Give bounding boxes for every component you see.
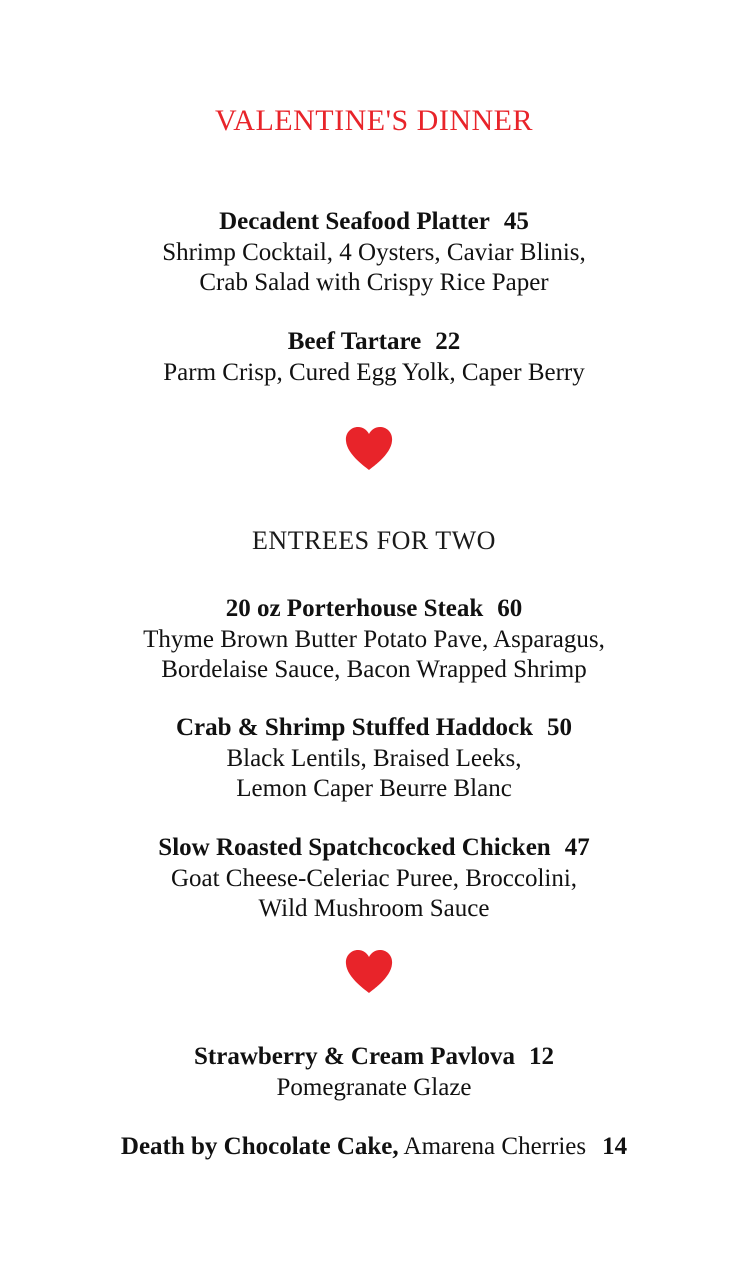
item-description-line: Crab Salad with Crispy Rice Paper	[199, 269, 549, 296]
item-description-line: Black Lentils, Braised Leeks,	[226, 744, 522, 772]
item-description	[0, 864, 748, 925]
heart-icon	[344, 427, 394, 471]
item-price: 60	[497, 595, 523, 622]
item-description-line: Wild Mushroom Sauce	[258, 895, 490, 922]
item-name: 20 oz Porterhouse Steak	[225, 595, 484, 622]
item-description-line: Pomegranate Glaze	[276, 1073, 472, 1101]
menu-item-chicken	[0, 833, 748, 925]
item-description	[0, 1073, 748, 1104]
item-name: Beef Tartare	[287, 328, 422, 355]
menu-title: VALENTINE'S DINNER	[215, 104, 533, 137]
item-description-line: Parm Crisp, Cured Egg Yolk, Caper Berry	[163, 358, 585, 386]
menu-item-seafood-platter	[0, 207, 748, 299]
menu-item-porterhouse	[0, 594, 748, 686]
item-description-line: Thyme Brown Butter Potato Pave, Asparagus,	[143, 625, 605, 653]
item-description	[0, 358, 748, 389]
menu-item-beef-tartare	[0, 327, 748, 388]
menu-item-haddock	[0, 713, 748, 805]
item-price: 47	[564, 834, 590, 861]
item-price: 50	[547, 714, 572, 741]
item-description-line: Goat Cheese-Celeriac Puree, Broccolini,	[170, 864, 578, 892]
item-description	[0, 238, 748, 299]
menu-item-pavlova	[0, 1042, 748, 1103]
entrees-heading: ENTREES FOR TWO	[252, 526, 496, 555]
item-name: Death by Chocolate Cake,	[120, 1133, 399, 1160]
item-price: 14	[602, 1133, 628, 1160]
item-price: 22	[435, 328, 461, 355]
menu-item-chocolate-cake	[0, 1132, 748, 1162]
item-name: Decadent Seafood Platter	[219, 208, 490, 235]
item-description-line: Bordelaise Sauce, Bacon Wrapped Shrimp	[161, 656, 587, 683]
heart-icon	[344, 950, 394, 994]
item-price: 12	[528, 1043, 554, 1070]
item-name: Strawberry & Cream Pavlova	[194, 1043, 515, 1070]
item-description	[0, 625, 748, 686]
item-price: 45	[503, 208, 529, 235]
item-name: Crab & Shrimp Stuffed Haddock	[176, 714, 533, 741]
item-name: Slow Roasted Spatchcocked Chicken	[158, 834, 551, 861]
item-description-line: Shrimp Cocktail, 4 Oysters, Caviar Blinis,	[162, 238, 586, 266]
item-description-line: Lemon Caper Beurre Blanc	[236, 775, 512, 802]
item-description: Amarena Cherries	[403, 1133, 587, 1160]
item-description	[0, 744, 748, 805]
